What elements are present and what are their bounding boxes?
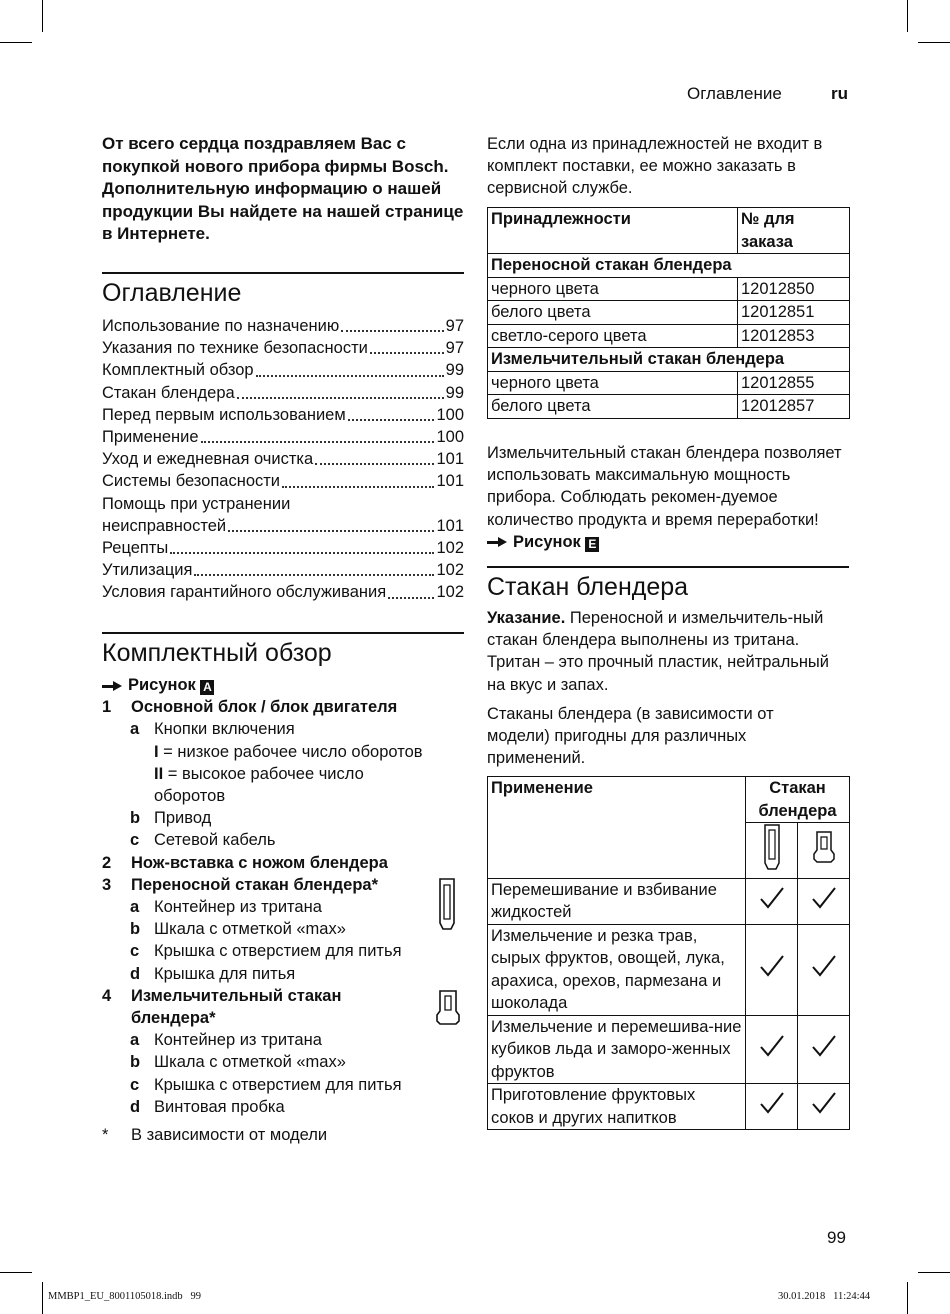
running-header-lang: ru bbox=[831, 84, 848, 103]
crop-mark bbox=[42, 0, 43, 32]
intro-text: От всего сердца поздравляем Вас с покупкой нового прибора фирмы Bosch. Дополнительную информацию о нашей продукции Вы найдете на нашей странице в Интернете. bbox=[102, 134, 464, 243]
table-header-row bbox=[488, 208, 850, 254]
crop-mark bbox=[907, 0, 908, 32]
list-item: 3 Переносной стакан блендера* bbox=[102, 875, 379, 894]
print-slug-file: MMBP1_EU_8001105018.indb 99 bbox=[48, 1291, 202, 1302]
checkmark-icon bbox=[811, 886, 837, 910]
section-rule bbox=[102, 632, 464, 634]
checkmark-icon bbox=[759, 1034, 785, 1058]
toc-entry[interactable]: Использование по назначению 97 bbox=[102, 317, 464, 335]
table-group-row: Переносной стакан блендера bbox=[488, 254, 850, 278]
print-slug-date: 30.01.2018 11:24:44 bbox=[778, 1291, 871, 1302]
column-header: Принадлежности bbox=[488, 208, 738, 254]
jug-note: Указание. Переносной и измельчитель-ный стакан блендера выполнены из тритана. Тритан – это прочный пластик, нейтральный на вкус и запах. bbox=[487, 609, 830, 694]
table-group-row: Измельчительный стакан блендера bbox=[488, 348, 850, 372]
table-row: черного цвета 12012855 bbox=[488, 371, 850, 395]
list-subitem: c Сетевой кабель bbox=[130, 831, 276, 850]
accessories-note: Измельчительный стакан блендера позволяет использовать максимальную мощность прибора. Соблюдать рекомен-дуемое количество продукта и время переработки! Рисунок E bbox=[487, 444, 842, 551]
table-row: Измельчение и резка трав, сырых фруктов, овощей, лука, арахиса, орехов, пармезана и шоколада bbox=[488, 924, 850, 1015]
crop-mark bbox=[918, 42, 950, 43]
checkmark-icon bbox=[759, 886, 785, 910]
toc-entry[interactable]: Системы безопасности 101 bbox=[102, 472, 464, 491]
list-item: 2 Нож-вставка с ножом блендера bbox=[102, 853, 388, 872]
column-header: № для заказа bbox=[738, 208, 850, 254]
list-item: 1 Основной блок / блок двигателя bbox=[102, 698, 398, 717]
checkmark-icon bbox=[811, 954, 837, 978]
column-header: Применение bbox=[488, 777, 746, 879]
jug-paragraph: Стаканы блендера (в зависимости от модели) пригодны для различных применений. bbox=[487, 705, 774, 768]
running-header-section: Оглавление bbox=[687, 84, 782, 103]
toc-title: Оглавление bbox=[102, 279, 242, 307]
toc-entry[interactable]: Стакан блендера 99 bbox=[102, 383, 464, 402]
list-subitem: b Шкала с отметкой «max» bbox=[130, 920, 346, 939]
table-row: белого цвета 12012851 bbox=[488, 301, 850, 325]
table-row: Приготовление фруктовых соков и других напитков bbox=[488, 1084, 850, 1130]
section-rule bbox=[102, 272, 464, 274]
table-row: Перемешивание и взбивание жидкостей bbox=[488, 878, 850, 924]
checkmark-icon bbox=[811, 1091, 837, 1115]
column-header: Стакан блендера bbox=[746, 777, 850, 823]
figure-letter-badge: E bbox=[585, 537, 599, 552]
list-subitem: c Крышка с отверстием для питья bbox=[130, 1075, 402, 1094]
accessories-intro: Если одна из принадлежностей не входит в комплект поставки, ее можно заказать в сервисной службе. bbox=[487, 135, 823, 198]
toc-entry[interactable]: Уход и ежедневная очистка 101 bbox=[102, 450, 464, 469]
accessories-table bbox=[487, 207, 850, 419]
arrow-right-icon bbox=[102, 681, 122, 691]
figure-reference: Рисунок A bbox=[102, 674, 472, 696]
toc-entry[interactable]: неисправностей 101 bbox=[102, 516, 464, 535]
toc-entry[interactable]: Утилизация 102 bbox=[102, 561, 464, 580]
list-subitem: I = низкое рабочее число оборотов bbox=[154, 742, 423, 761]
arrow-right-icon bbox=[487, 537, 507, 547]
crop-mark bbox=[0, 1272, 32, 1273]
crop-mark bbox=[0, 42, 32, 43]
footnote: * В зависимости от модели bbox=[102, 1126, 328, 1145]
list-subitem: a Контейнер из тритана bbox=[130, 1031, 322, 1050]
toc-entry[interactable]: Применение 100 bbox=[102, 428, 464, 447]
toc-entry[interactable]: Перед первым использованием 100 bbox=[102, 405, 464, 424]
list-subitem: b Шкала с отметкой «max» bbox=[130, 1053, 346, 1072]
list-item: блендера* bbox=[131, 1009, 216, 1028]
portable-jug-icon bbox=[762, 823, 782, 871]
table-row: белого цвета 12012857 bbox=[488, 395, 850, 419]
crop-mark bbox=[918, 1272, 950, 1273]
table-of-contents bbox=[102, 315, 464, 604]
section-rule bbox=[487, 566, 849, 568]
table-row: Измельчение и перемешива-ние кубиков льда и заморо-женных фруктов bbox=[488, 1015, 850, 1084]
list-subitem: оборотов bbox=[154, 787, 226, 806]
checkmark-icon bbox=[811, 1034, 837, 1058]
table-row: черного цвета 12012850 bbox=[488, 277, 850, 301]
usage-table bbox=[487, 776, 850, 1130]
toc-entry[interactable]: Комплектный обзор 99 bbox=[102, 361, 464, 380]
overview-list bbox=[102, 674, 472, 1146]
checkmark-icon bbox=[759, 1091, 785, 1115]
toc-entry[interactable]: Условия гарантийного обслуживания 102 bbox=[102, 583, 464, 602]
chopping-jug-icon bbox=[436, 988, 460, 1026]
overview-title: Комплектный обзор bbox=[102, 639, 332, 667]
list-subitem: II = высокое рабочее число bbox=[154, 764, 364, 783]
page-number: 99 bbox=[827, 1228, 846, 1247]
list-subitem: b Привод bbox=[130, 809, 212, 828]
table-row: светло-серого цвета 12012853 bbox=[488, 324, 850, 348]
checkmark-icon bbox=[759, 954, 785, 978]
portable-jug-icon bbox=[436, 876, 458, 932]
list-item: 4 Измельчительный стакан bbox=[102, 986, 342, 1005]
list-subitem: a Кнопки включения bbox=[130, 720, 295, 739]
list-subitem: d Крышка для питья bbox=[130, 964, 296, 983]
chopping-jug-icon bbox=[813, 830, 835, 864]
table-header-row bbox=[488, 777, 850, 823]
figure-letter-badge: A bbox=[200, 680, 214, 695]
crop-mark bbox=[42, 1282, 43, 1314]
jug-section-title: Стакан блендера bbox=[487, 573, 689, 601]
toc-entry-line1[interactable]: Помощь при устранении bbox=[102, 494, 291, 513]
toc-entry[interactable]: Указания по технике безопасности 97 bbox=[102, 339, 464, 358]
toc-entry[interactable]: Рецепты 102 bbox=[102, 539, 464, 558]
crop-mark bbox=[907, 1282, 908, 1314]
list-subitem: d Винтовая пробка bbox=[130, 1097, 285, 1116]
list-subitem: a Контейнер из тритана bbox=[130, 898, 322, 917]
list-subitem: c Крышка с отверстием для питья bbox=[130, 942, 402, 961]
